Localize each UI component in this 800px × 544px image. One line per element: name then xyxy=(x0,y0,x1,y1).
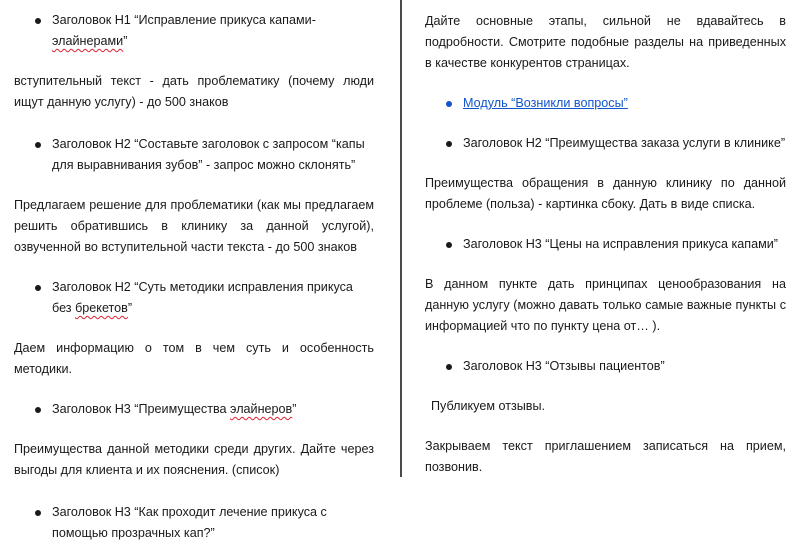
clinic-paragraph: Преимущества обращения в данную клинику по данной проблеме (польза) - картинка сбоку. Дать в виде списка. xyxy=(425,176,786,211)
misspelled-word[interactable]: элайнеров xyxy=(230,402,293,416)
misspelled-word[interactable]: элайнерами xyxy=(52,34,124,48)
bullet-dot-icon xyxy=(446,364,452,370)
heading-h1-text: Заголовок H1 “Исправление прикуса капами- xyxy=(52,13,316,27)
heading-h2-item-title xyxy=(14,134,374,176)
heading-h1-item xyxy=(14,10,374,52)
intro-paragraph: вступительный текст - дать проблематику (почему люди ищут данную услугу) - до 500 знаков xyxy=(14,74,374,109)
heading-h2-title-text: Заголовок H2 “Составьте заголовок с запросом “капы для выравнивания зубов” - запрос можно склонять” xyxy=(52,137,365,172)
heading-h1-text-end: ” xyxy=(123,34,128,48)
stages-paragraph: Дайте основные этапы, сильной не вдавайтесь в подробности. Смотрите подобные разделы на приведенных в качестве конкурентов страницах. xyxy=(425,14,786,70)
heading-h3-item-prices xyxy=(425,234,786,255)
closing-paragraph: Закрываем текст приглашением записаться на прием, позвонив. xyxy=(425,439,786,474)
heading-h3-item-reviews xyxy=(425,356,786,377)
heading-h2-item-method xyxy=(14,277,374,319)
bullet-dot-icon xyxy=(446,101,452,107)
heading-h2-clinic-text: Заголовок H2 “Преимущества заказа услуги в клинике” xyxy=(463,136,786,150)
misspelled-word[interactable]: брекетов xyxy=(75,301,128,315)
bullet-dot-icon xyxy=(35,510,41,516)
faq-module-item xyxy=(425,93,786,114)
solution-paragraph: Предлагаем решение для проблематики (как мы предлагаем решить обратившись в клинику за данной услугой), озвученной во вступительной части текста - до 500 знаков xyxy=(14,198,374,254)
bullet-dot-icon xyxy=(446,242,452,248)
bullet-dot-icon xyxy=(446,141,452,147)
pricing-paragraph: В данном пункте дать принципах ценообразования на данную услугу (можно давать только самые важные пункты с информацией что по пункту цена от… ). xyxy=(425,277,786,333)
heading-h3-item-process xyxy=(14,502,374,544)
bullet-dot-icon xyxy=(35,142,41,148)
reviews-paragraph: Публикуем отзывы. xyxy=(431,399,546,413)
heading-h3-prices-text: Заголовок H3 “Цены на исправления прикуса капами” xyxy=(463,237,778,251)
bullet-dot-icon xyxy=(35,18,41,24)
heading-h2-method-end: ” xyxy=(127,301,133,315)
heading-h3-item-advantages xyxy=(14,399,374,420)
bullet-dot-icon xyxy=(35,407,41,413)
heading-h3-advantages-text: Заголовок H3 “Преимущества xyxy=(52,402,231,416)
right-column xyxy=(403,0,800,477)
heading-h2-item-clinic xyxy=(425,133,786,154)
advantages-paragraph: Преимущества данной методики среди других. Дайте через выгоды для клиента и их пояснения. (список) xyxy=(14,442,374,477)
heading-h3-advantages-end: ” xyxy=(292,402,297,416)
method-paragraph: Даем информацию о том в чем суть и особенность методики. xyxy=(14,341,374,376)
heading-h2-method-text: Заголовок H2 “Суть методики исправления прикуса без xyxy=(52,280,353,315)
column-divider xyxy=(400,0,402,477)
faq-module-link[interactable]: Модуль “Возникли вопросы” xyxy=(463,96,628,110)
heading-h3-process-text: Заголовок H3 “Как проходит лечение прикуса с помощью прозрачных кап?” xyxy=(52,505,327,540)
heading-h3-reviews-text: Заголовок H3 “Отзывы пациентов” xyxy=(463,359,665,373)
left-column xyxy=(0,0,400,540)
bullet-dot-icon xyxy=(35,285,41,291)
